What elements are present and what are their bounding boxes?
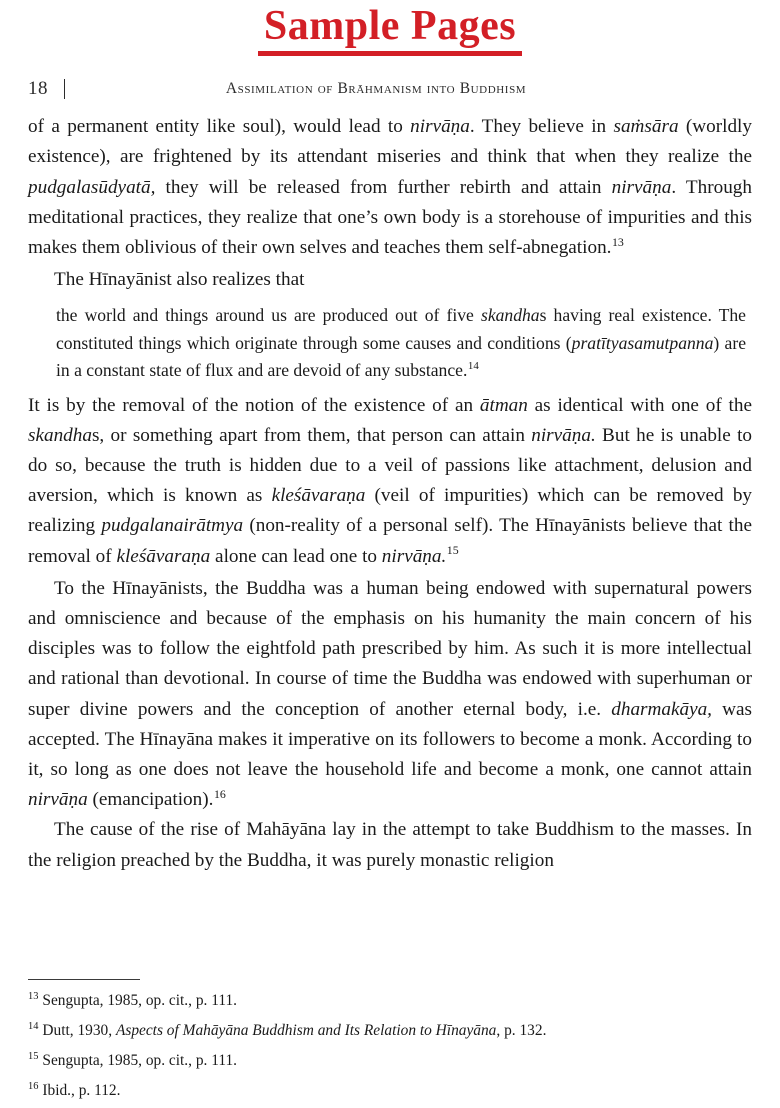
term-samsara: saṁsāra xyxy=(613,116,679,138)
blockquote xyxy=(28,302,752,384)
text-run: they will be released from further rebirth and attain xyxy=(155,176,612,198)
page-number: 18 xyxy=(28,78,48,100)
text-run: of a permanent entity like soul), would lead to xyxy=(28,116,411,138)
term-skandha: skandha xyxy=(28,424,92,446)
footnote-item xyxy=(28,1080,752,1102)
footnote-ref-13[interactable]: 13 xyxy=(611,234,624,249)
page-body xyxy=(28,112,752,876)
term-nirvana: nirvāṇa. xyxy=(381,545,447,567)
term-pudgalanairatmya: pudgalanairātmya xyxy=(101,515,244,537)
footnote-title: Aspects of Mahāyāna Buddhism and Its Relation to Hīnayāna xyxy=(115,1022,497,1039)
text-run: , p. 132. xyxy=(496,1022,547,1039)
text-run: the world and things around us are produced out of five xyxy=(56,305,481,326)
term-nirvana: nirvāṇa xyxy=(611,176,672,198)
paragraph-5: The cause of the rise of Mahāyāna lay in the attempt to take Buddhism to the masses. In the religion preached by the Buddha, it was purely monastic religion xyxy=(28,819,752,871)
footnote-number: 13 xyxy=(28,990,39,1002)
footnote-ref-16[interactable]: 16 xyxy=(213,786,226,801)
chapter-title: Assimilation of Brāhmanism into Buddhism xyxy=(225,80,527,98)
term-pratityasamutpanna: pratītyasamutpanna xyxy=(571,332,714,353)
term-skandha: skandha xyxy=(480,305,540,326)
text-run: . Through meditational practices, they realize that one’s own body is a storehouse of impurities and this makes them oblivious of their own selves and teaches them self-abnegation. xyxy=(28,176,752,258)
footnote-number: 16 xyxy=(28,1080,39,1092)
text-run: Ibid., p. 112. xyxy=(42,1082,121,1099)
text-run: s, or something apart from them, that person can attain xyxy=(91,424,532,446)
text-run: To the Hīnayānists, the Buddha was a human being endowed with supernatural powers and omniscience and because of the emphasis on his humanity the main concern of his disciples was to follow the eightfold path prescribed by him. As such it is more intellectual and rational than devotional. In course of time the Buddha was endowed with superhuman or super divine powers and the conception of another eternal body, i.e. xyxy=(28,577,752,720)
paragraph-1 xyxy=(28,112,752,263)
term-nirvana: nirvāṇa xyxy=(410,116,470,138)
text-run: . They believe in xyxy=(469,116,614,138)
paragraph-3 xyxy=(28,391,752,572)
running-head xyxy=(28,78,752,102)
term-atman: ātman xyxy=(479,394,528,416)
text-run: (emancipation). xyxy=(87,789,214,811)
text-run: as identical with one of the xyxy=(527,394,752,416)
term-nirvana: nirvāṇa xyxy=(28,789,88,811)
sample-pages-banner xyxy=(0,0,780,56)
footnote-ref-15[interactable]: 15 xyxy=(446,543,459,558)
term-nirvana: nirvāṇa. xyxy=(531,424,596,446)
text-run: Dutt, 1930, xyxy=(42,1022,116,1039)
footnote-item xyxy=(28,990,752,1012)
text-run: Sengupta, 1985, op. cit., p. 111. xyxy=(42,992,238,1009)
text-run: It is by the removal of the notion of the existence of an xyxy=(28,394,480,416)
text-run: (worldly existence), are frightened by its attendant miseries and think that when they realize the xyxy=(28,116,752,168)
text-run: (non-reality of a personal self). The Hīnayānists believe that the removal of xyxy=(28,515,752,567)
footnote-number: 14 xyxy=(28,1020,39,1032)
text-run: But he is unable to do so, because the truth is hidden due to a veil of passions like attachment, delusion and aversion, which is known as xyxy=(28,424,753,507)
page-title: Sample Pages xyxy=(258,4,522,56)
text-run: alone can lead one to xyxy=(210,545,382,567)
text-run: (veil of impurities) which can be removed by realizing xyxy=(28,485,753,537)
paragraph-2: The Hīnayānist also realizes that xyxy=(54,269,305,291)
term-dharmakaya: dharmakāya, xyxy=(611,698,712,720)
footnote-number: 15 xyxy=(28,1050,39,1062)
paragraph-4 xyxy=(28,574,752,816)
text-run: Sengupta, 1985, op. cit., p. 111. xyxy=(42,1052,238,1069)
text-run: ) are in a constant state of flux and are devoid of any substance. xyxy=(56,332,747,381)
footnote-ref-14[interactable]: 14 xyxy=(467,360,479,373)
term-klesavarana: kleśāvaraṇa xyxy=(116,545,211,567)
text-run: s having real existence. The constituted things which originate through some causes and conditions ( xyxy=(56,305,746,353)
term-klesavarana: kleśāvaraṇa xyxy=(271,485,366,507)
blockquote-text xyxy=(56,302,746,384)
footnote-item xyxy=(28,1050,752,1072)
term-pudgalasudyata: pudgalasūdyatā, xyxy=(28,176,156,198)
text-run: was accepted. The Hīnayāna makes it imperative on its followers to become a monk. According to it, so long as one does not leave the household life and become a monk, one cannot attain xyxy=(28,698,752,780)
footnote-item xyxy=(28,1020,752,1042)
footnotes-section xyxy=(28,979,752,1104)
footnote-separator-rule xyxy=(28,979,140,980)
